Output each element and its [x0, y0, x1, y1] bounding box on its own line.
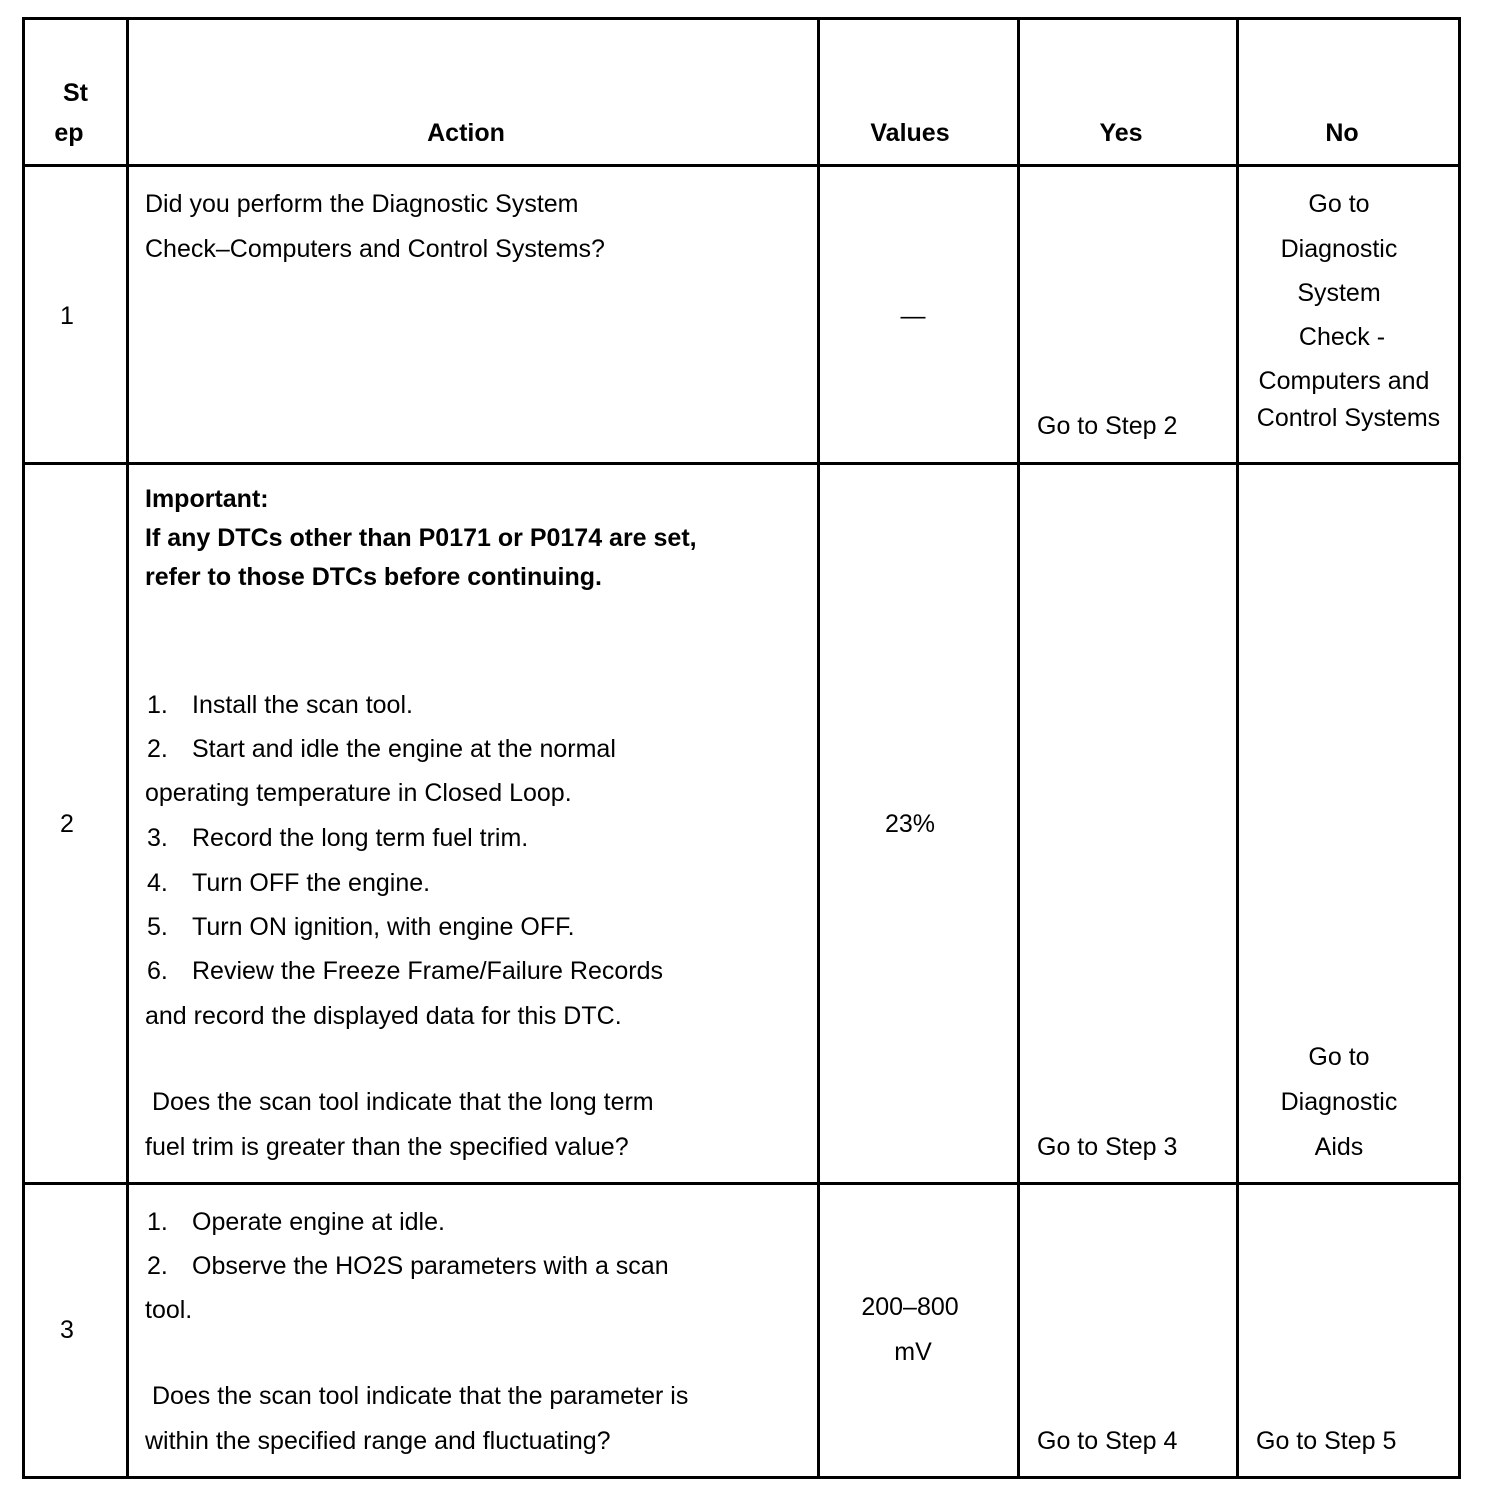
list-number: 3.: [147, 824, 168, 852]
table-border-bottom: [22, 1476, 1461, 1479]
list-item: tool.: [145, 1296, 193, 1324]
no-link[interactable]: Go to Step 5: [1256, 1427, 1397, 1455]
question-text: Does the scan tool indicate that the long term: [145, 1088, 654, 1116]
list-item: Review the Freeze Frame/Failure Records: [192, 957, 663, 985]
value-text: 200–800: [861, 1293, 959, 1321]
list-number: 5.: [147, 913, 168, 941]
important-label: Important:: [145, 485, 269, 513]
list-item: Turn ON ignition, with engine OFF.: [192, 913, 575, 941]
action-text: Did you perform the Diagnostic System: [145, 190, 579, 218]
header-step-line1: St: [63, 79, 88, 107]
important-text: refer to those DTCs before continuing.: [145, 563, 602, 591]
list-number: 6.: [147, 957, 168, 985]
list-number: 4.: [147, 869, 168, 897]
column-divider: [817, 17, 820, 1479]
table-border-right: [1458, 17, 1461, 1479]
list-number: 2.: [147, 1252, 168, 1280]
list-number: 1.: [147, 1208, 168, 1236]
row-divider: [22, 1182, 1461, 1185]
list-item: Observe the HO2S parameters with a scan: [192, 1252, 669, 1280]
header-values: Values: [870, 119, 950, 147]
step-number: 2: [60, 810, 74, 838]
no-link[interactable]: Diagnostic: [1280, 1088, 1398, 1116]
step-number: 3: [60, 1316, 74, 1344]
header-step-line2: ep: [54, 119, 84, 147]
list-item: Start and idle the engine at the normal: [192, 735, 616, 763]
step-number: 1: [60, 302, 74, 330]
list-number: 1.: [147, 691, 168, 719]
value-text: —: [900, 302, 926, 330]
question-text: within the specified range and fluctuating?: [145, 1427, 611, 1455]
header-no: No: [1325, 119, 1359, 147]
no-link[interactable]: Control Systems: [1256, 404, 1441, 432]
no-link[interactable]: Aids: [1314, 1133, 1364, 1161]
question-text: Does the scan tool indicate that the parameter is: [145, 1382, 689, 1410]
table-border-top: [22, 17, 1461, 20]
no-link[interactable]: Diagnostic: [1280, 235, 1398, 263]
column-divider: [126, 17, 129, 1479]
no-link[interactable]: Go to: [1308, 1043, 1370, 1071]
header-action: Action: [427, 119, 505, 147]
header-divider: [22, 164, 1461, 167]
yes-link[interactable]: Go to Step 2: [1037, 412, 1178, 440]
no-link[interactable]: Computers and: [1258, 367, 1430, 395]
value-text: mV: [894, 1338, 932, 1366]
action-text: Check–Computers and Control Systems?: [145, 235, 605, 263]
important-text: If any DTCs other than P0171 or P0174 are set,: [145, 524, 697, 552]
row-divider: [22, 462, 1461, 465]
list-item: Operate engine at idle.: [192, 1208, 445, 1236]
yes-link[interactable]: Go to Step 3: [1037, 1133, 1178, 1161]
list-item: Install the scan tool.: [192, 691, 413, 719]
no-link[interactable]: System: [1297, 279, 1381, 307]
table-border-left: [22, 17, 25, 1479]
value-text: 23%: [884, 810, 936, 838]
yes-link[interactable]: Go to Step 4: [1037, 1427, 1178, 1455]
list-item: Record the long term fuel trim.: [192, 824, 529, 852]
header-yes: Yes: [1099, 119, 1143, 147]
list-item: operating temperature in Closed Loop.: [145, 779, 572, 807]
list-item: and record the displayed data for this DTC.: [145, 1002, 622, 1030]
no-link[interactable]: Go to: [1308, 190, 1370, 218]
list-item: Turn OFF the engine.: [192, 869, 431, 897]
list-number: 2.: [147, 735, 168, 763]
question-text: fuel trim is greater than the specified value?: [145, 1133, 629, 1161]
column-divider: [1017, 17, 1020, 1479]
no-link[interactable]: Check -: [1298, 323, 1386, 351]
